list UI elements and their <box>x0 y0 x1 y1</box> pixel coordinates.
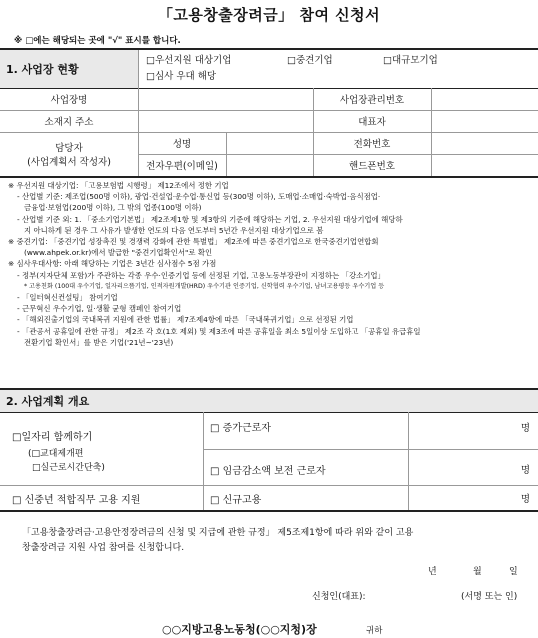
date-year-label: 년 <box>428 567 437 577</box>
checkbox-large[interactable]: □대규모기업 <box>383 55 438 66</box>
checkbox-working-hours-reduction[interactable]: □실근로시간단축) <box>32 463 105 473</box>
checkbox-priority-support[interactable]: □우선지원 대상기업 <box>146 55 232 66</box>
statement-line: 창출장려금 지원 사업 참여를 신청합니다. <box>22 543 185 553</box>
wage-reduction-workers-count[interactable] <box>409 450 529 486</box>
label-representative: 대표자 <box>358 117 386 128</box>
row-line <box>203 449 538 450</box>
checkbox-mid-size[interactable]: □중견기업 <box>287 55 333 66</box>
label-address: 소재지 주소 <box>44 117 94 128</box>
note-line: - 산업별 기준: 제조업(500명 이하), 광업·건설업·운수업·통신업 등(300명 이하), 도매업·소매업·숙박업·음식점업· <box>17 192 381 202</box>
checkbox-job-sharing[interactable]: □일자리 함께하기 <box>12 432 93 443</box>
section2-header: 2. 사업계획 개요 <box>0 390 538 412</box>
phone-field[interactable] <box>432 133 538 153</box>
recipient-office: ○○지방고용노동청(○○지청)장 <box>162 623 317 636</box>
increased-workers-count[interactable] <box>409 413 529 449</box>
email-field[interactable] <box>227 155 313 175</box>
form-instruction: ※ □에는 해당되는 곳에 "√" 표시를 합니다. <box>14 36 181 46</box>
note-line: ※ 중견기업: 「중견기업 성장촉진 및 경쟁력 강화에 관한 특별법」 제2조에 따른 중견기업으로 한국중견기업연합회 <box>8 237 379 247</box>
label-manager: 담당자 <box>55 143 83 154</box>
applicant-label: 신청인(대표): <box>312 592 366 602</box>
note-line: ※ 심사우대사항: 아래 해당하는 기업은 3년간 심사점수 5점 가점 <box>8 259 217 269</box>
label-manager-sub: (사업계획서 작성자) <box>27 157 111 168</box>
unit-label: 명 <box>520 423 530 434</box>
divider <box>203 412 204 510</box>
note-line: - 「관공서 공휴일에 관한 규정」 제2조 각 호(1호 제외) 및 제3조에 따른 공휴일을 최소 5일이상 도입하고 「공휴일 유급휴일 <box>17 326 421 336</box>
unit-label: 명 <box>520 465 530 476</box>
divider <box>138 50 139 88</box>
new-employment-count[interactable] <box>409 486 529 510</box>
label-phone: 전화번호 <box>353 139 391 150</box>
recipient-suffix: 귀하 <box>366 626 383 636</box>
checkbox-wage-reduction-workers[interactable]: □ 임금감소액 보전 근로자 <box>210 466 326 477</box>
note-line: * 고용친화 (100대 우수기업, 일자리으뜸기업, 인적자원개발(HRD) 우수기관 인증기업, 신학협력 우수기업, 남녀고용평등 우수기업 등 <box>24 282 385 290</box>
unit-label: 명 <box>520 494 530 505</box>
label-company-number: 사업장관리번호 <box>339 95 405 106</box>
note-line: - 「일터혁신컨설팅」 참여기업 <box>17 293 118 303</box>
note-line: - 산업별 기준 외: 1. 「중소기업기본법」 제2조제1항 및 제3항의 기준에 해당하는 기업, 2. 우선지원 대상기업에 해당하 <box>17 214 403 224</box>
label-name: 성명 <box>172 139 192 150</box>
section1-bottom-border <box>0 176 538 178</box>
label-mobile: 핸드폰번호 <box>349 161 395 172</box>
label-company-name: 사업장명 <box>50 95 88 106</box>
label-email: 전자우편(이메일) <box>146 161 218 172</box>
statement-line: 「고용창출장려금·고용안정장려금의 신청 및 지급에 관한 규정」 제5조제1항에 따라 위와 같이 고용 <box>22 528 414 538</box>
note-line: 지 아니하게 된 경우 그 사유가 발생한 연도의 다음 연도부터 5년간 우선지원 대상기업으로 봄 <box>24 225 324 235</box>
section2-bottom-border <box>0 510 538 512</box>
application-statement <box>22 526 534 556</box>
address-field[interactable] <box>139 111 313 131</box>
date-month-label: 월 <box>473 567 482 577</box>
divider <box>226 132 227 176</box>
company-number-field[interactable] <box>432 89 538 109</box>
note-line: 금융업·보험업(200명 이하), 그 밖의 업종(100명 이하) <box>24 203 202 213</box>
checkbox-review-preference[interactable]: □심사 우대 해당 <box>146 71 217 82</box>
divider <box>408 412 409 510</box>
note-line: - 「해외진출기업의 국내복귀 지원에 관한 법률」 제7조제4항에 따른 「국내복귀기업」으로 선정된 기업 <box>17 315 354 325</box>
note-line: 전환기업 확인서」를 받은 기업('21년~'23년) <box>24 337 174 347</box>
notes-block <box>8 180 536 348</box>
checkbox-increased-workers[interactable]: □ 증가근로자 <box>210 423 271 434</box>
checkbox-new-employment[interactable]: □ 신규고용 <box>210 495 262 506</box>
section1-header: 1. 사업장 현황 <box>0 50 138 88</box>
date-day-label: 일 <box>509 567 518 577</box>
checkbox-middle-aged-employment[interactable]: □ 신중년 적합직무 고용 지원 <box>12 495 141 506</box>
divider <box>431 88 432 176</box>
divider <box>138 88 139 176</box>
mobile-field[interactable] <box>432 155 538 175</box>
manager-name-field[interactable] <box>227 133 313 153</box>
note-line: - 근무혁신 우수기업, 일·생활 균형 캠페인 참여기업 <box>17 304 182 314</box>
company-name-field[interactable] <box>139 89 313 109</box>
applicant-name-field[interactable] <box>378 586 452 602</box>
note-line: - 정부(지자단체 포함)가 주관하는 각종 우수·인증기업 등에 선정된 기업, 고용노동부장관이 지정하는 「강소기업」 <box>17 270 385 280</box>
checkbox-shift-reform[interactable]: (□교대제개편 <box>28 449 84 459</box>
label-manager-cell <box>0 132 138 176</box>
form-title: 「고용창출장려금」 참여 신청서 <box>157 6 381 24</box>
representative-field[interactable] <box>432 111 538 131</box>
divider <box>313 88 314 176</box>
note-line: ※ 우선지원 대상기업: 「고용보험법 시행령」 제12조에서 정한 기업 <box>8 181 229 190</box>
note-line: (www.ahpek.or.kr)에서 발급한 "중견기업확인서"로 확인 <box>24 248 213 258</box>
row-line <box>0 485 538 486</box>
signature-label: (서명 또는 인) <box>461 592 518 602</box>
